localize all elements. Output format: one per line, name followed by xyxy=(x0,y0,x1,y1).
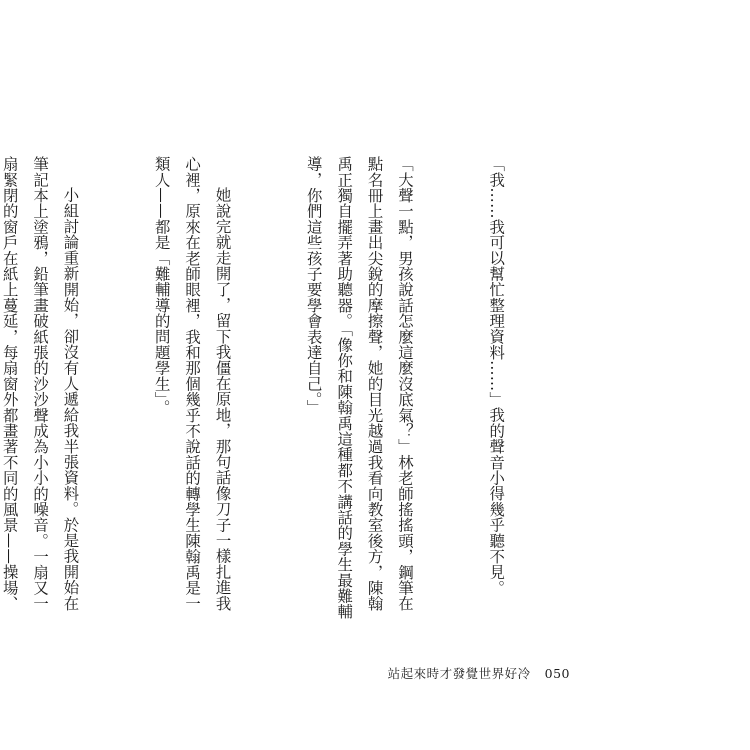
page-footer xyxy=(388,663,570,685)
vertical-body-text xyxy=(0,156,572,626)
paragraph-2: 「大聲一點，男孩說話怎麼這麼沒底氣？」林老師搖搖頭，鋼筆在點名冊上畫出尖銳的摩擦聲，她的目光越過我看向教室後方，陳翰禹正獨自擺弄著助聽器。「像你和陳翰禹這種都不講話的學生最難輔導，你們這些孩子要學會表達自己。」 xyxy=(304,156,414,620)
paragraph-4: 小組討論重新開始，卻沒有人遞給我半張資料。於是我開始在筆記本上塗鴉，鉛筆畫破紙張的沙沙聲成為小小的噪音。一扇又一扇緊閉的窗戶在紙上蔓延，每扇窗外都畫著不同的風景——操場、 xyxy=(0,156,80,612)
paragraph-3: 她說完就走開了，留下我僵在原地，那句話像刀子一樣扎進我心裡，原來在老師眼裡，我和那個幾乎不說話的轉學生陳翰禹是一類人——都是「難輔導的問題學生」。 xyxy=(152,156,232,612)
running-title: 站起來時才發覺世界好冷 xyxy=(387,666,531,681)
paragraph-1: 「我……我可以幫忙整理資料……」我的聲音小得幾乎聽不見。 xyxy=(487,156,506,596)
page-number: 050 xyxy=(544,666,570,681)
